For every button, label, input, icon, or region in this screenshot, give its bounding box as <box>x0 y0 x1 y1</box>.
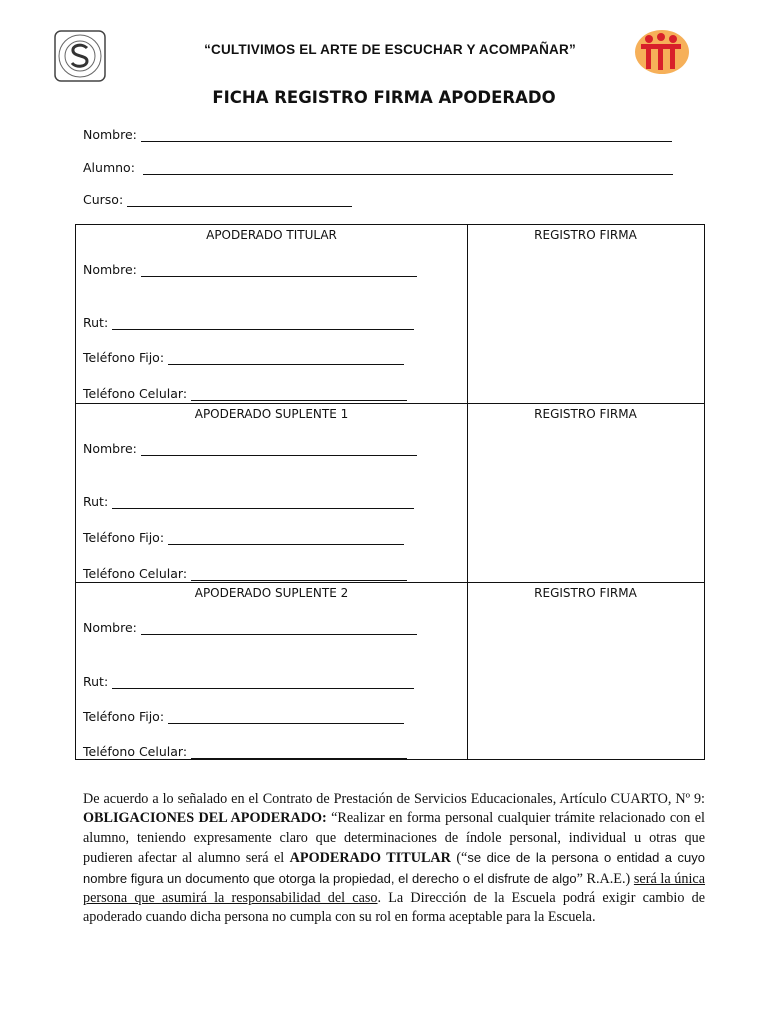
signature-cell[interactable] <box>467 404 704 582</box>
row-label: Rut: <box>83 315 109 330</box>
section-heading: APODERADO SUPLENTE 1 <box>194 407 349 421</box>
paragraph-underlined: será la única persona que asumirá la responsabilidad del caso <box>83 870 706 907</box>
paragraph-text: “Realizar en forma personal cualquier trámite relacionado con el alumno, teniendo expresamente claro que determinaciones de índole personal, individual u otras que pudieren afectar al alumno será el <box>83 810 705 867</box>
field-nombre[interactable] <box>83 127 672 142</box>
signature-cell[interactable] <box>467 583 704 759</box>
fill-line <box>141 264 417 277</box>
row-rut[interactable] <box>83 494 414 509</box>
guardian-info-cell <box>76 404 468 582</box>
obligations-paragraph <box>83 790 705 928</box>
fill-line <box>112 496 414 509</box>
row-telefono-celular[interactable] <box>83 386 407 401</box>
fill-line <box>168 532 404 545</box>
field-label: Nombre: <box>83 127 137 142</box>
section-titular <box>76 225 704 403</box>
row-label: Teléfono Fijo: <box>83 530 165 545</box>
row-label: Rut: <box>83 494 109 509</box>
row-telefono-fijo[interactable] <box>83 350 404 365</box>
paragraph-text: (“ <box>450 850 468 867</box>
signature-cell[interactable] <box>467 225 704 403</box>
signature-heading: REGISTRO FIRMA <box>534 228 637 242</box>
row-telefono-fijo[interactable] <box>83 709 404 724</box>
fill-line <box>141 443 417 456</box>
guardian-info-cell <box>76 583 468 759</box>
row-label: Nombre: <box>83 620 137 635</box>
field-label: Curso: <box>83 192 124 207</box>
row-nombre[interactable] <box>83 620 417 635</box>
row-telefono-celular[interactable] <box>83 566 407 581</box>
fill-line <box>127 194 352 207</box>
fill-line <box>112 317 414 330</box>
family-figures-icon <box>632 28 690 76</box>
section-suplente-1 <box>76 403 704 582</box>
paragraph-bold-obligations: OBLIGACIONES DEL APODERADO: <box>83 810 327 827</box>
paragraph-text: . La Dirección de la Escuela podrá exigir cambio de apoderado cuando dicha persona no cumpla con su rol en forma aceptable para la Escuela. <box>83 890 706 926</box>
row-telefono-celular[interactable] <box>83 744 407 759</box>
paragraph-text: ” R.A.E.) <box>576 870 634 887</box>
row-label: Rut: <box>83 674 109 689</box>
row-label: Teléfono Celular: <box>83 566 188 581</box>
row-nombre[interactable] <box>83 262 417 277</box>
motto: “CULTIVIMOS EL ARTE DE ESCUCHAR Y ACOMPAÑAR” <box>204 42 576 57</box>
section-heading: APODERADO TITULAR <box>206 228 337 242</box>
fill-line <box>141 129 672 142</box>
fill-line <box>191 568 407 581</box>
row-label: Teléfono Celular: <box>83 744 188 759</box>
fill-line <box>143 162 673 175</box>
fill-line <box>168 352 404 365</box>
row-label: Nombre: <box>83 262 137 277</box>
signature-heading: REGISTRO FIRMA <box>534 586 637 600</box>
field-curso[interactable] <box>83 192 352 207</box>
guardian-table <box>75 224 705 760</box>
paragraph-intro: De acuerdo a lo señalado en el Contrato de Prestación de Servicios Educacionales, Artículo CUARTO, Nº 9: <box>83 791 705 807</box>
section-heading: APODERADO SUPLENTE 2 <box>194 586 349 600</box>
row-label: Nombre: <box>83 441 137 456</box>
fill-line <box>191 388 407 401</box>
fill-line <box>141 622 417 635</box>
page-title: FICHA REGISTRO FIRMA APODERADO <box>212 88 556 107</box>
row-label: Teléfono Fijo: <box>83 350 165 365</box>
field-label: Alumno: <box>83 160 135 175</box>
guardian-info-cell <box>76 225 468 403</box>
fill-line <box>191 746 407 759</box>
paragraph-bold-titular: APODERADO TITULAR <box>289 850 451 867</box>
paragraph-definition: se dice de la persona o entidad a cuyo nombre figura un documento que otorga la propiedad, el derecho o el disfrute de algo <box>83 850 705 886</box>
fill-line <box>112 676 414 689</box>
section-suplente-2 <box>76 582 704 759</box>
fill-line <box>168 711 404 724</box>
row-nombre[interactable] <box>83 441 417 456</box>
row-rut[interactable] <box>83 674 414 689</box>
row-label: Teléfono Fijo: <box>83 709 165 724</box>
row-rut[interactable] <box>83 315 414 330</box>
field-alumno[interactable] <box>83 160 673 175</box>
school-seal-icon <box>54 30 106 82</box>
row-telefono-fijo[interactable] <box>83 530 404 545</box>
row-label: Teléfono Celular: <box>83 386 188 401</box>
signature-heading: REGISTRO FIRMA <box>534 407 637 421</box>
